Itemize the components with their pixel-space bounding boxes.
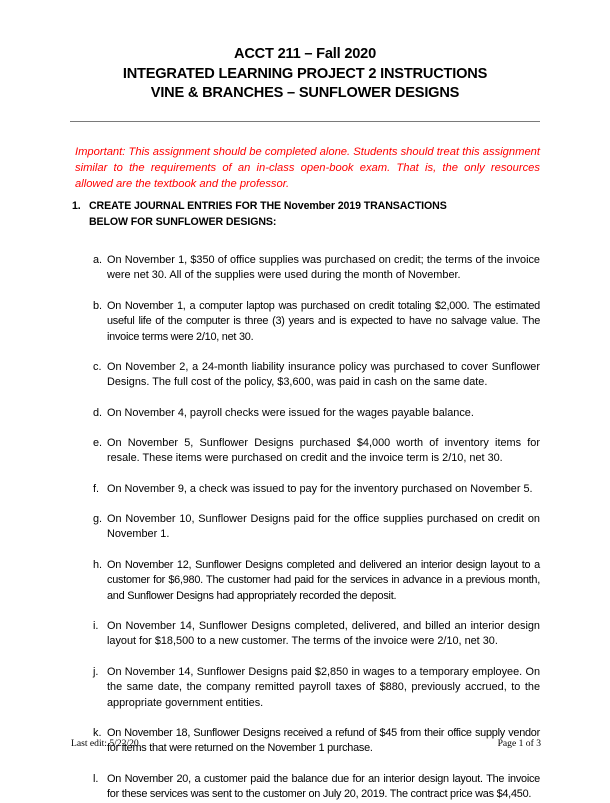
list-item-h xyxy=(93,558,540,604)
item-text: On November 14, Sunflower Designs paid $2,850 in wages to a temporary employee. On the same date, the company remitted payroll taxes of $880, previously accrued, to the appropriate government entities. xyxy=(107,666,540,709)
item-letter: g. xyxy=(93,513,103,525)
item-letter: e. xyxy=(93,437,103,449)
list-item-g xyxy=(93,512,540,543)
document-title xyxy=(0,45,610,104)
list-item-b xyxy=(93,299,540,345)
list-item-e xyxy=(93,436,540,467)
list-item-i xyxy=(93,619,540,650)
item-text: On November 10, Sunflower Designs paid for the office supplies purchased on credit on November 1. xyxy=(107,513,540,541)
item-text: On November 12, Sunflower Designs completed and delivered an interior design layout to a customer for $6,980. The customer had paid for the services in advance in a previous month, and Sunflower Designs had appropriately recorded the deposit. xyxy=(107,559,540,602)
company-title: VINE & BRANCHES – SUNFLOWER DESIGNS xyxy=(150,85,460,102)
list-item-a xyxy=(93,253,540,284)
item-letter: f. xyxy=(93,483,100,495)
item-text: On November 2, a 24-month liability insurance policy was purchased to cover Sunflower Designs. The full cost of the policy, $3,600, was paid in cash on the same date. xyxy=(107,361,540,389)
list-item-d xyxy=(93,406,540,421)
project-title: INTEGRATED LEARNING PROJECT 2 INSTRUCTIONS xyxy=(122,65,488,82)
item-letter: l. xyxy=(93,773,99,785)
important-note: Important: This assignment should be completed alone. Students should treat this assignment similar to the requirements of an in-class open-book exam. That is, the only resources allowed are the textbook and the professor. xyxy=(75,146,540,190)
item-text: On November 9, a check was issued to pay for the inventory purchased on November 5. xyxy=(107,483,533,495)
list-item-f xyxy=(93,482,540,497)
item-letter: a. xyxy=(93,254,103,266)
item-letter: b. xyxy=(93,300,103,312)
footer-page-number: Page 1 of 3 xyxy=(497,738,541,749)
footer-last-edit: Last edit: 5/22/20 xyxy=(71,738,139,749)
item-letter: j. xyxy=(93,666,99,678)
item-letter: c. xyxy=(93,361,102,373)
item-text: On November 4, payroll checks were issued for the wages payable balance. xyxy=(107,407,474,419)
item-text: On November 5, Sunflower Designs purchased $4,000 worth of inventory items for resale. These items were purchased on credit and the invoice term is 2/10, net 30. xyxy=(107,437,540,465)
item-letter: h. xyxy=(93,559,103,571)
list-item-c xyxy=(93,360,540,391)
item-text: On November 14, Sunflower Designs completed, delivered, and billed an interior design layout for $18,500 to a new customer. The terms of the invoice were 2/10, net 30. xyxy=(107,620,540,648)
item-text: On November 20, a customer paid the balance due for an interior design layout. The invoice for these services was sent to the customer on July 20, 2019. The contract price was $4,450. xyxy=(107,773,540,801)
item-letter: k. xyxy=(93,727,102,739)
item-text: On November 1, a computer laptop was purchased on credit totaling $2,000. The estimated useful life of the computer is three (3) years and is expected to have no salvage value. The invoice terms were 2/10, net 30. xyxy=(107,300,540,343)
section-number: 1. xyxy=(72,200,81,212)
section-heading xyxy=(72,199,540,230)
list-item-k xyxy=(93,726,540,757)
item-text: On November 1, $350 of office supplies was purchased on credit; the terms of the invoice were net 30. All of the supplies were used during the month of November. xyxy=(107,254,540,282)
item-letter: i. xyxy=(93,620,99,632)
item-text: On November 18, Sunflower Designs received a refund of $45 from their office supply vendor for items that were returned on the November 1 purchase. xyxy=(107,727,540,755)
course-title: ACCT 211 – Fall 2020 xyxy=(233,46,376,62)
list-item-j xyxy=(93,665,540,711)
horizontal-divider xyxy=(70,121,540,122)
section-heading-text: CREATE JOURNAL ENTRIES FOR THE November 2019 TRANSACTIONS BELOW FOR SUNFLOWER DESIGNS: xyxy=(89,200,447,228)
item-letter: d. xyxy=(93,407,103,419)
list-item-l xyxy=(93,772,540,803)
